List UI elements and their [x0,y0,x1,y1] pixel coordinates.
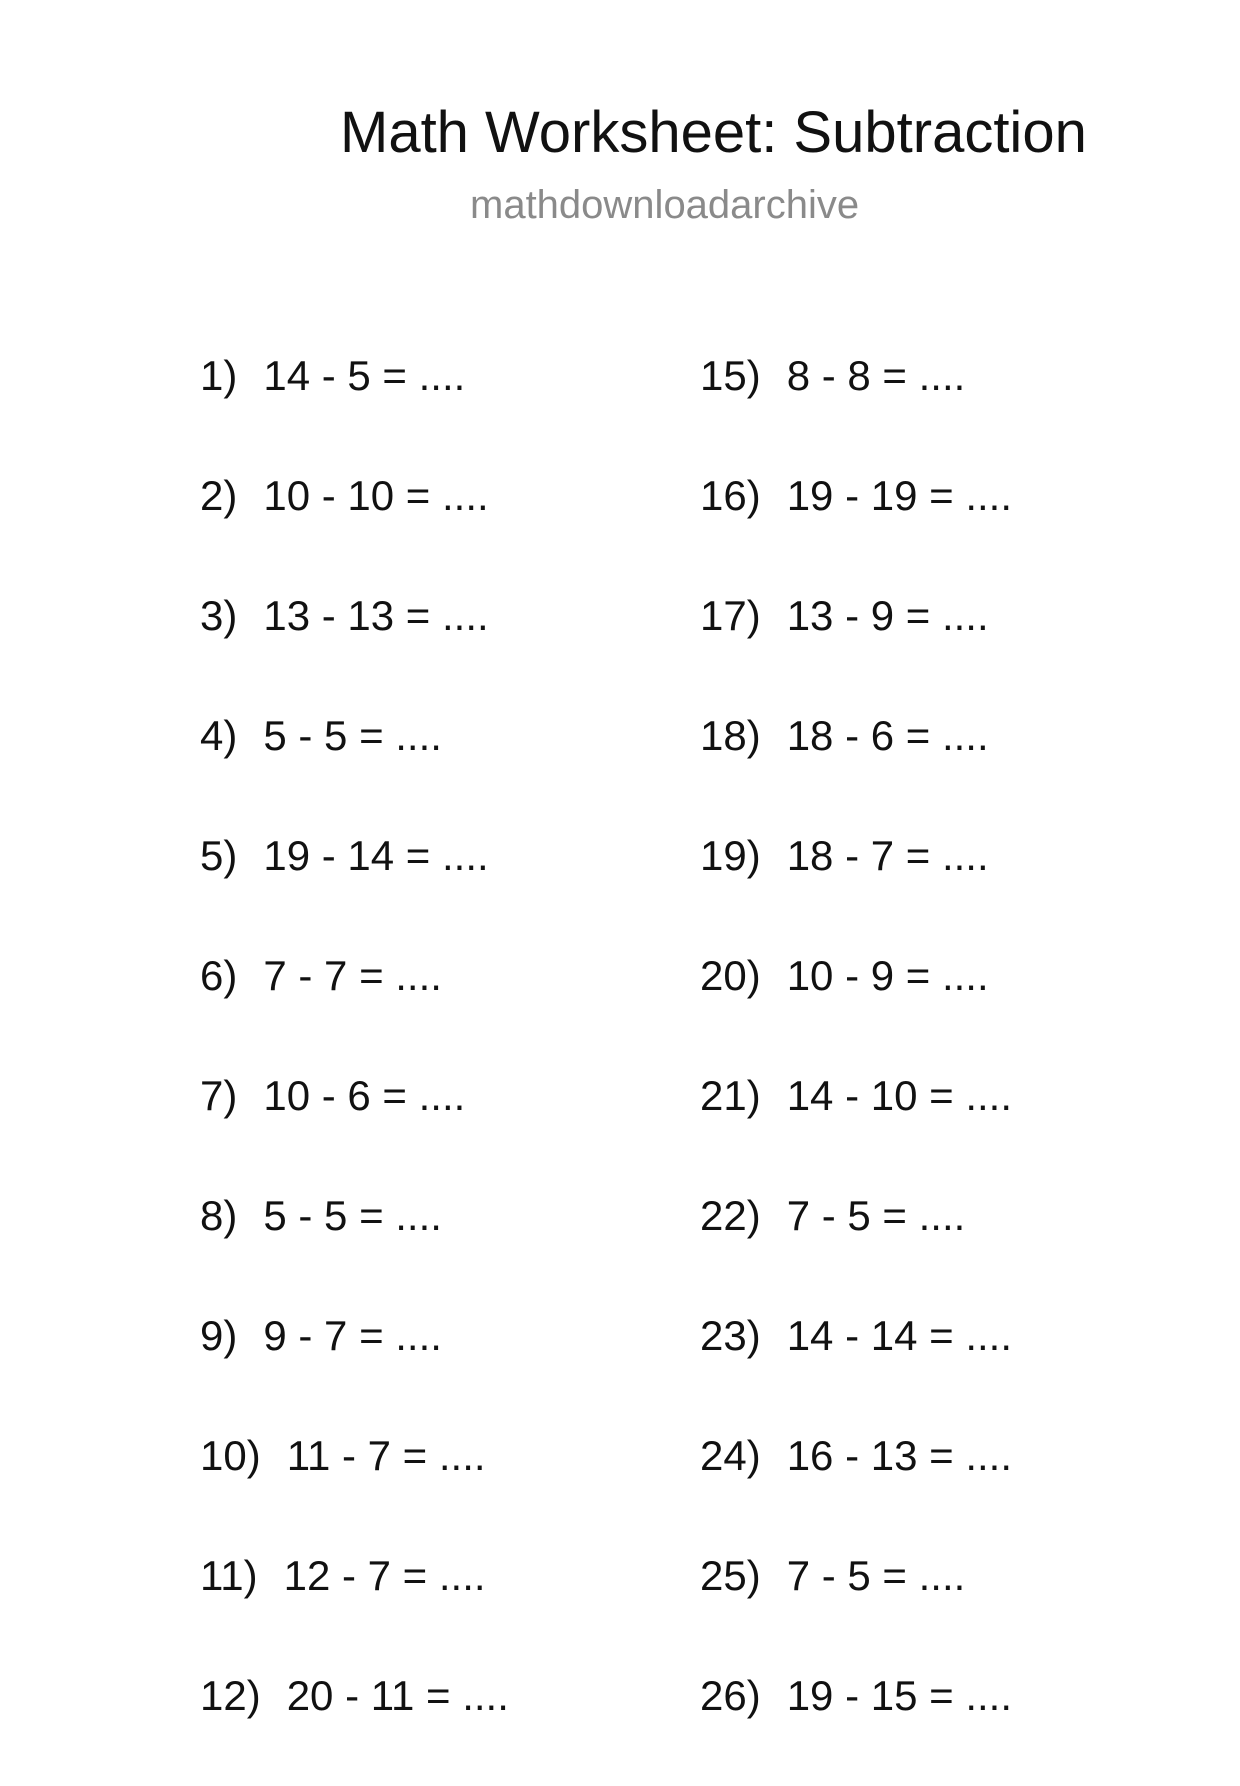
problem-expression: 16 - 13 = .... [786,1432,1013,1479]
problem-number: 2) [200,472,238,519]
problem-number: 19) [700,832,761,879]
problem-row [200,466,509,586]
problem-expression: 8 - 8 = .... [786,352,966,399]
problem-expression: 10 - 6 = .... [263,1072,466,1119]
problem-expression: 18 - 7 = .... [786,832,989,879]
problem-row [700,1306,1012,1426]
problem-expression: 10 - 9 = .... [786,952,989,999]
problem-row [700,826,1012,946]
problems-column-left [200,346,509,1786]
problem-row [200,1186,509,1306]
problem-number: 6) [200,952,238,999]
page-subtitle: mathdownloadarchive [470,183,860,227]
problem-number: 7) [200,1072,238,1119]
problem-expression: 12 - 7 = .... [283,1552,486,1599]
problem-row [200,1666,509,1786]
problem-number: 24) [700,1432,761,1479]
problem-expression: 13 - 9 = .... [786,592,989,639]
problem-row [200,1546,509,1666]
problem-number: 10) [200,1432,261,1479]
problems-column-right [700,346,1012,1786]
problem-expression: 10 - 10 = .... [263,472,489,519]
problem-number: 15) [700,352,761,399]
page-title: Math Worksheet: Subtraction [340,100,1087,165]
problem-row [700,706,1012,826]
problem-number: 11) [200,1552,258,1599]
problem-row [200,946,509,1066]
problem-row [700,1066,1012,1186]
problem-row [200,1426,509,1546]
problem-expression: 18 - 6 = .... [786,712,989,759]
problem-number: 4) [200,712,238,759]
problem-expression: 7 - 5 = .... [786,1552,966,1599]
problem-expression: 5 - 5 = .... [263,1192,442,1239]
problem-row [700,1186,1012,1306]
problem-expression: 13 - 13 = .... [263,592,489,639]
problem-number: 20) [700,952,761,999]
problem-expression: 7 - 7 = .... [263,952,442,999]
problem-expression: 7 - 5 = .... [786,1192,966,1239]
problem-number: 23) [700,1312,761,1359]
problem-row [700,586,1012,706]
problem-row [200,706,509,826]
problem-row [700,946,1012,1066]
problem-expression: 9 - 7 = .... [263,1312,442,1359]
problem-number: 8) [200,1192,238,1239]
problem-expression: 19 - 14 = .... [263,832,489,879]
problem-row [200,826,509,946]
problem-number: 3) [200,592,238,639]
problem-number: 9) [200,1312,238,1359]
problem-number: 16) [700,472,761,519]
problem-number: 17) [700,592,761,639]
problem-number: 18) [700,712,761,759]
problem-row [700,1666,1012,1786]
problem-row [700,1546,1012,1666]
problem-row [700,1426,1012,1546]
problem-expression: 19 - 15 = .... [786,1672,1013,1719]
problem-expression: 5 - 5 = .... [263,712,442,759]
problem-number: 22) [700,1192,761,1239]
problem-number: 25) [700,1552,761,1599]
problem-row [700,346,1012,466]
problem-expression: 14 - 5 = .... [263,352,466,399]
problem-row [700,466,1012,586]
problem-expression: 11 - 7 = .... [286,1432,486,1479]
problem-expression: 14 - 14 = .... [786,1312,1013,1359]
problem-number: 12) [200,1672,261,1719]
problem-row [200,1306,509,1426]
problem-expression: 20 - 11 = .... [286,1672,509,1719]
problem-expression: 19 - 19 = .... [786,472,1013,519]
problem-number: 26) [700,1672,761,1719]
problem-number: 21) [700,1072,761,1119]
problem-number: 1) [200,352,238,399]
problem-expression: 14 - 10 = .... [786,1072,1013,1119]
problem-row [200,1066,509,1186]
problem-number: 5) [200,832,238,879]
problem-row [200,346,509,466]
problem-row [200,586,509,706]
